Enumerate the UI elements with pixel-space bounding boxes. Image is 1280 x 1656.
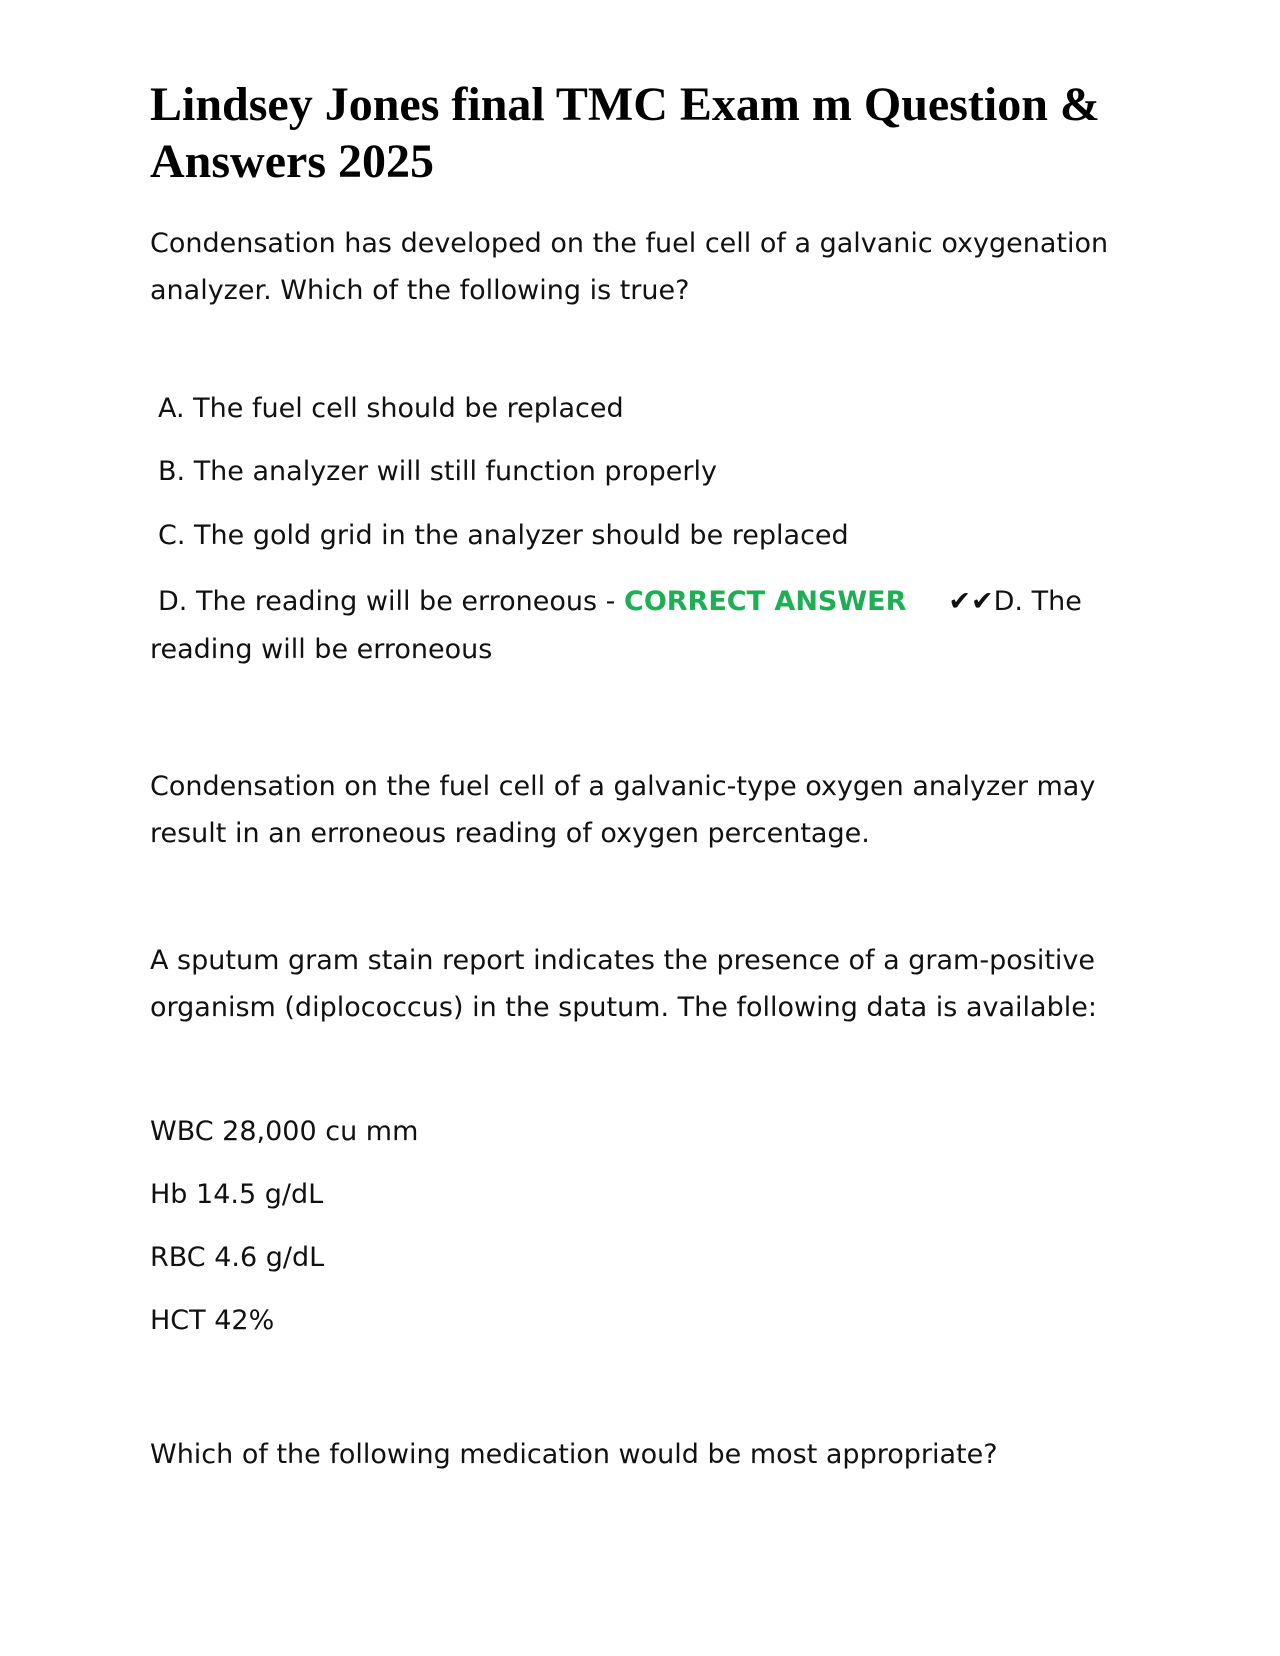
answer-text-continued: reading will be erroneous xyxy=(150,634,493,665)
correct-answer-label: CORRECT ANSWER xyxy=(624,586,907,617)
lab-value-hct: HCT 42% xyxy=(150,1305,275,1336)
answer-checkmarks: ✔✔ xyxy=(948,586,994,617)
answer-text-start: D. The xyxy=(993,586,1082,617)
document-title: Lindsey Jones final TMC Exam m Question & Answers 2025 xyxy=(150,78,1100,188)
lab-value-hb: Hb 14.5 g/dL xyxy=(150,1179,324,1210)
option-d: D. The reading will be erroneous - xyxy=(158,586,624,617)
option-b: B. The analyzer will still function properly xyxy=(158,456,717,487)
lab-value-rbc: RBC 4.6 g/dL xyxy=(150,1242,325,1273)
question-1-explanation: Condensation on the fuel cell of a galvanic-type oxygen analyzer may result in an erroneous reading of oxygen percentage. xyxy=(150,771,1096,849)
question-2-stem: A sputum gram stain report indicates the presence of a gram-positive organism (diplococcus) in the sputum. The following data is available: xyxy=(150,945,1097,1023)
option-c: C. The gold grid in the analyzer should be replaced xyxy=(158,520,849,551)
option-d-line xyxy=(158,582,1082,622)
question-2-text: Which of the following medication would be most appropriate? xyxy=(150,1439,998,1470)
lab-value-wbc: WBC 28,000 cu mm xyxy=(150,1116,419,1147)
question-1-text: Condensation has developed on the fuel cell of a galvanic oxygenation analyzer. Which of the following is true? xyxy=(150,228,1109,306)
option-a: A. The fuel cell should be replaced xyxy=(158,393,624,424)
